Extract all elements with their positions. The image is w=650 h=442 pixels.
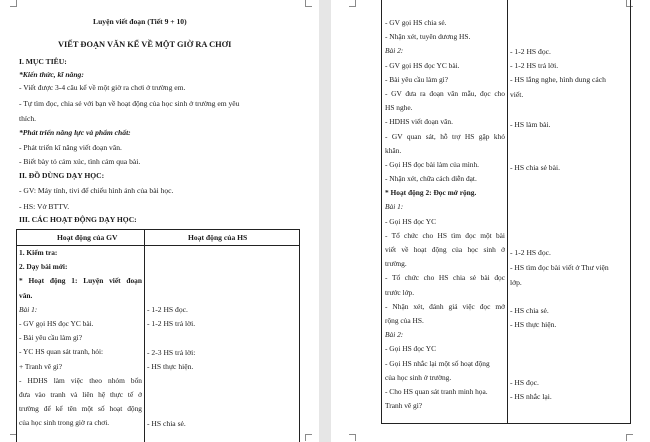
table-line: trường để kể tên một số hoạt động xyxy=(19,404,142,414)
table-line: văn. xyxy=(19,290,33,300)
table-line: - HDHS viết đoạn văn. xyxy=(385,117,453,127)
table-line: - Tổ chức cho HS tìm đọc một bài xyxy=(385,230,505,240)
table-line: - HS chia sẻ bài. xyxy=(510,163,560,172)
crop-mark xyxy=(305,434,312,441)
table-line: - 1-2 HS trả lời. xyxy=(510,61,559,70)
table-line: * Hoạt động 1: Luyện viết đoạn xyxy=(19,276,142,286)
table-line: Bài 2: xyxy=(385,46,404,56)
table-line: - Gọi HS đọc YC xyxy=(385,216,437,226)
table-line: - GV gọi HS chia sẻ. xyxy=(385,18,447,27)
table-line: trước lớp. xyxy=(385,287,415,297)
table-line: của học sinh trong giờ ra chơi. xyxy=(19,418,110,428)
table-line: - 1-2 HS trả lời. xyxy=(147,319,196,328)
table-line: - HS thực hiện. xyxy=(147,362,194,371)
table-line: - GV đưa ra đoạn văn mẫu, đọc cho xyxy=(385,88,505,98)
materials-line: - HS: Vở BTTV. xyxy=(19,202,70,211)
table-line: - HS chia sẻ. xyxy=(147,419,186,428)
objective-line: - Phát triển kĩ năng viết đoạn văn. xyxy=(19,143,122,152)
table-line: - Tổ chức cho HS chia sẻ bài đọc xyxy=(385,273,505,283)
table-header-gv: Hoạt động của GV xyxy=(57,233,118,242)
objective-line: - Tự tìm đọc, chia sẻ với bạn về hoạt động của học sinh ở trường em yêu xyxy=(19,99,240,108)
table-line: HS nghe. xyxy=(385,103,413,113)
table-line: - Nhận xét, đánh giá việc đọc mở xyxy=(385,301,505,311)
table-line: Bài 1: xyxy=(385,202,404,212)
crop-mark xyxy=(10,0,17,7)
table-line: đưa vào tranh và liên hệ thực tế ở xyxy=(19,389,142,399)
section-heading-objectives: I. MỤC TIÊU: xyxy=(19,57,67,66)
table-line: lớp. xyxy=(510,278,522,287)
table-line: - Cho HS quan sát tranh minh họa. xyxy=(385,386,488,396)
crop-mark xyxy=(305,0,312,7)
table-line: Bài 1: xyxy=(19,304,38,314)
table-line: Bài 2: xyxy=(385,330,404,340)
table-line: - HS tìm đọc bài viết ở Thư viện xyxy=(510,263,609,272)
table-line: - GV gọi HS đọc YC bài. xyxy=(19,318,94,328)
table-line: - Gọi HS đọc YC xyxy=(385,344,437,354)
left-document-page xyxy=(0,0,319,442)
table-line: - Nhận xét, chữa cách diễn đạt. xyxy=(385,174,477,184)
gv-column xyxy=(385,18,505,415)
table-line: - GV quan sát, hỗ trợ HS gặp khó xyxy=(385,131,505,141)
table-line: - HS nhắc lại. xyxy=(510,392,552,401)
table-line: - HS làm bài. xyxy=(510,120,551,129)
table-line: - Gọi HS nhắc lại một số hoạt động xyxy=(385,358,490,368)
table-line: - 2-3 HS trả lời: xyxy=(147,348,196,357)
crop-mark xyxy=(349,0,356,7)
table-line: - 1-2 HS đọc. xyxy=(510,248,551,257)
table-line: - Gọi HS đọc bài làm của mình. xyxy=(385,159,480,169)
table-line: khăn. xyxy=(385,145,402,155)
table-line: - Bài yêu cầu làm gì? xyxy=(19,333,83,343)
table-line: - Nhận xét, tuyên dương HS. xyxy=(385,32,471,42)
table-header-hs: Hoạt động của HS xyxy=(188,233,248,242)
table-line: - HS chia sẻ. xyxy=(510,306,549,315)
table-line: viết. xyxy=(510,90,524,99)
objective-line: thích. xyxy=(19,114,37,123)
table-line: - 1-2 HS đọc. xyxy=(147,305,188,314)
table-line: 1. Kiểm tra: xyxy=(19,248,58,257)
crop-mark xyxy=(349,434,356,441)
table-line: 2. Dạy bài mới: xyxy=(19,262,68,272)
table-line: - HS thực hiện. xyxy=(510,320,557,329)
table-line: - HDHS làm việc theo nhóm bốn xyxy=(19,375,142,385)
table-line: + Tranh vẽ gì? xyxy=(19,361,62,371)
materials-line: - GV: Máy tính, tivi để chiếu hình ảnh của bài học. xyxy=(19,186,174,195)
table-line: rộng của HS. xyxy=(385,315,424,325)
document-title: Luyện viết đoạn (Tiết 9 + 10) xyxy=(93,17,187,26)
section-heading-materials: II. ĐỒ DÙNG DẠY HỌC: xyxy=(19,171,105,180)
table-line: Tranh vẽ gì? xyxy=(385,401,423,411)
objective-line: - Viết được 3-4 câu kể về một giờ ra chơi ở trường em. xyxy=(19,83,186,92)
crop-mark xyxy=(626,434,633,441)
subheading-competency: *Phát triển năng lực và phẩm chất: xyxy=(19,128,131,137)
table-line: - GV gọi HS đọc YC bài. xyxy=(385,60,460,70)
table-line: - 1-2 HS đọc. xyxy=(510,47,551,56)
table-line: - HS lắng nghe, hình dung cách xyxy=(510,75,606,84)
table-line: * Hoạt động 2: Đọc mở rộng. xyxy=(385,188,477,198)
table-line: - HS đọc. xyxy=(510,378,539,387)
table-line: viết về hoạt động của học sinh ở xyxy=(385,245,505,254)
section-heading-activities: III. CÁC HOẠT ĐỘNG DẠY HỌC: xyxy=(19,215,137,224)
table-line: - Bài yêu cầu làm gì? xyxy=(385,74,449,84)
main-heading: VIẾT ĐOẠN VĂN KỂ VỀ MỘT GIỜ RA CHƠI xyxy=(58,40,232,49)
gv-column xyxy=(19,248,142,432)
objective-line: - Biết bày tỏ cảm xúc, tình cảm qua bài. xyxy=(19,157,141,166)
table-line: trường. xyxy=(385,259,407,269)
table-line: của học sinh ở trường. xyxy=(385,372,452,382)
table-line: - YC HS quan sát tranh, hỏi: xyxy=(19,347,104,357)
right-document-page xyxy=(331,0,650,442)
subheading-knowledge: *Kiến thức, kĩ năng: xyxy=(19,70,84,79)
